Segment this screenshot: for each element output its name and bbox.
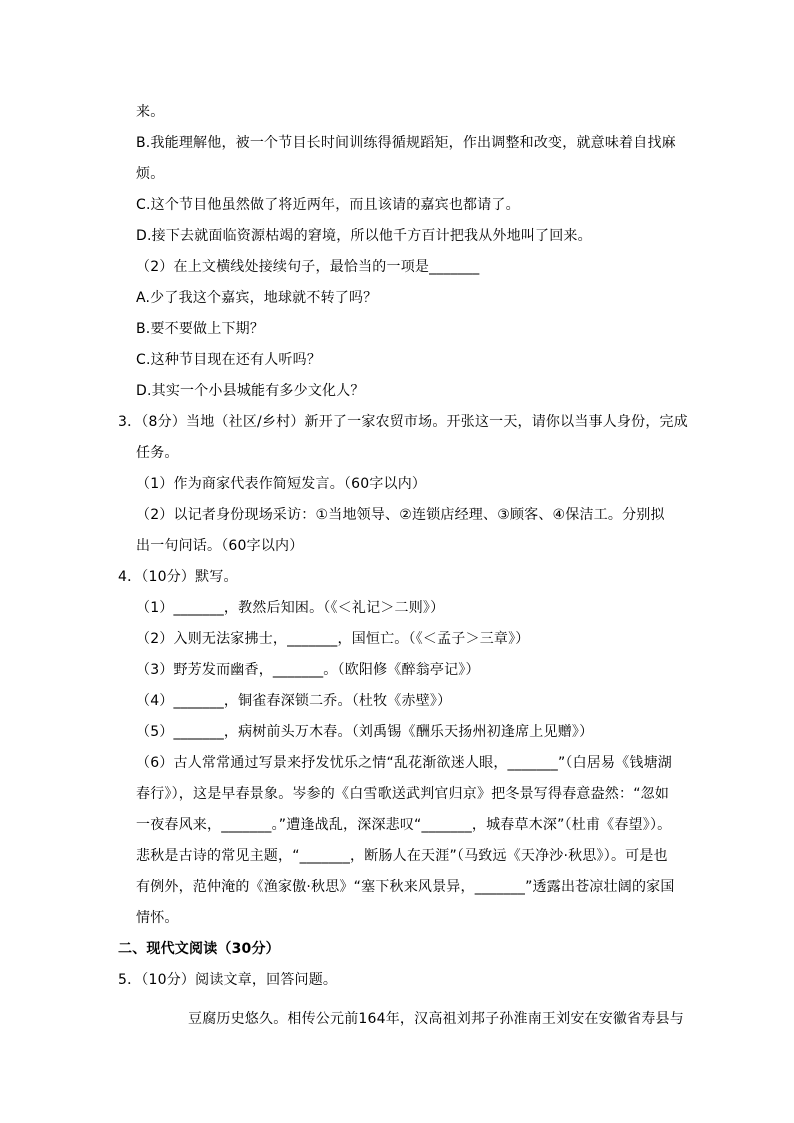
text-line: C.这个节目他虽然做了将近两年，而且该请的嘉宾也都请了。 [136,197,520,213]
text-line: （2）入则无法家拂士，_______，国恒亡。（《＜孟子＞三章》） [136,631,530,647]
text-line: （4）_______，铜雀春深锁二乔。（杜牧《赤壁》） [136,693,452,709]
text-line: 情怀。 [136,910,179,926]
text-line: （2）以记者身份现场采访：①当地领导、②连锁店经理、③顾客、④保洁工。分别拟 [136,507,665,523]
text-line: 来。 [136,104,165,120]
question-heading: 5．（10分）阅读文章，回答问题。 [118,972,338,988]
text-line: 出一句问话。（60字以内） [136,538,304,554]
text-line: C.这种节目现在还有人听吗？ [136,352,322,368]
text-line: 烦。 [136,166,165,182]
text-line: 一夜春风来，_______。”遭逢战乱，深深悲叹“_______，城春草木深”（杜甫《春望》）。 [136,817,672,833]
question-heading: 4．（10分）默写。 [118,569,238,585]
text-line: 有例外，范仲淹的《渔家傲·秋思》“塞下秋来风景异，_______”透露出苍凉壮阔的家国 [136,879,675,895]
text-line: B.我能理解他，被一个节目长时间训练得循规蹈矩，作出调整和改变，就意味着自找麻 [136,135,676,151]
text-line: 春行》），这是早春景象。岑参的《白雪歌送武判官归京》把冬景写得春意盎然：“忽如 [136,786,670,802]
text-line: 任务。 [136,445,179,461]
passage-text: 豆腐历史悠久。相传公元前164年，汉高祖刘邦子孙淮南王刘安在安徽省寿县与 [188,1011,684,1027]
text-line: A.少了我这个嘉宾，地球就不转了吗？ [136,290,378,306]
text-line: （1）_______，教然后知困。（《＜礼记＞二则》） [136,600,445,616]
question-heading: 3．（8分）当地（社区/乡村）新开了一家农贸市场。开张这一天，请你以当事人身份，完成 [118,414,688,430]
text-line: （3）野芳发而幽香，_______。（欧阳修《醉翁亭记》） [136,662,480,678]
text-line: （5）_______，病树前头万木春。（刘禹锡《酬乐天扬州初逢席上见赠》） [136,724,594,740]
text-line: 悲秋是古诗的常见主题，“_______，断肠人在天涯”（马致远《天净沙·秋思》）。可是也 [136,848,668,864]
text-line: B.要不要做上下期？ [136,321,265,337]
section-heading: 二、现代文阅读（30分） [118,941,280,957]
text-line: D.接下去就面临资源枯竭的窘境，所以他千方百计把我从外地叫了回来。 [136,228,592,244]
text-line: （1）作为商家代表作简短发言。（60字以内） [136,476,427,492]
text-line: D.其实一个小县城能有多少文化人？ [136,383,365,399]
text-line: （2）在上文横线处接续句子，最恰当的一项是_______ [136,259,480,275]
text-line: （6）古人常常通过写景来抒发忧乐之情“乱花渐欲迷人眼，_______”（白居易《钱塘湖 [136,755,673,771]
